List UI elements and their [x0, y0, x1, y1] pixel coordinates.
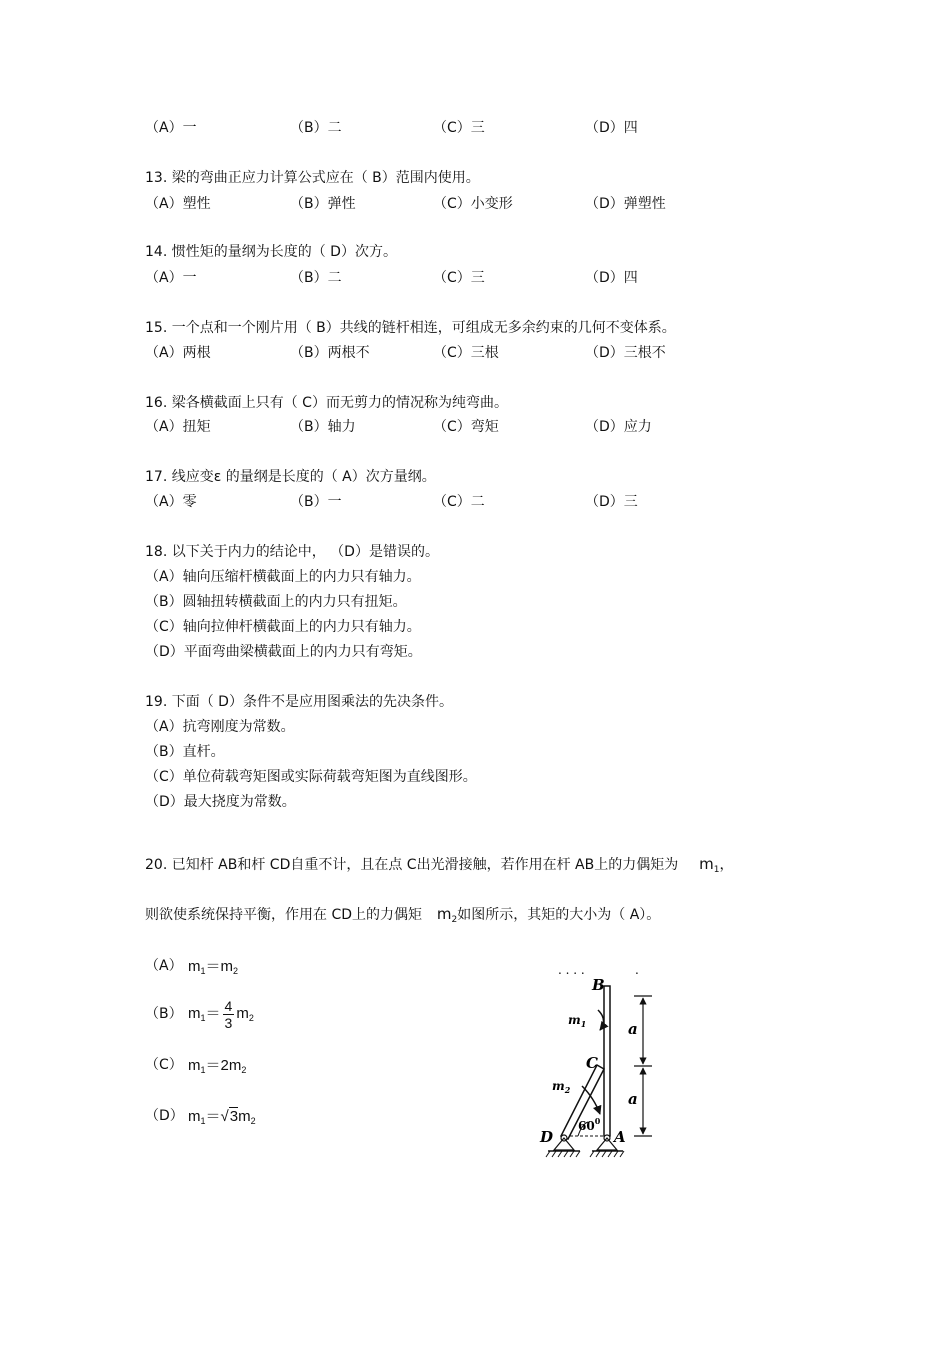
q15-option-a: （A）两根	[145, 345, 211, 361]
m1-moment-arrow	[598, 1010, 604, 1030]
q17-stem: 17. 线应变ε 的量纲是长度的（ A）次方量纲。	[145, 469, 436, 485]
q20-option-c-label: （C）	[145, 1057, 183, 1073]
label-m1: $m_1$	[568, 1013, 587, 1029]
label-c: C	[586, 1054, 598, 1072]
q16-stem: 16. 梁各横截面上只有（ C）而无剪力的情况称为纯弯曲。	[145, 395, 508, 411]
q20-option-a-label: （A）	[145, 958, 183, 974]
q12-option-d: （D）四	[585, 120, 638, 136]
q19-option-a: （A）抗弯刚度为常数。	[145, 719, 295, 735]
dim-label-upper: a	[628, 1020, 638, 1038]
q20-stem-line2	[145, 905, 660, 929]
q20-stem-line1-end: ，	[719, 857, 734, 873]
q18-option-d: （D）平面弯曲梁横截面上的内力只有弯矩。	[145, 644, 422, 660]
q20-m1-symbol: $m_1$	[699, 855, 720, 875]
label-d: D	[540, 1128, 554, 1146]
q17-option-b: （B）一	[290, 494, 342, 510]
q14-option-b: （B）二	[290, 270, 342, 286]
q20-stem-text-2a: 则欲使系统保持平衡，作用在 CD上的力偶矩	[145, 907, 423, 923]
q15-stem: 15. 一个点和一个刚片用（ B）共线的链杆相连，可组成无多余约束的几何不变体系。	[145, 320, 676, 336]
label-b: B	[592, 976, 605, 994]
q16-option-c: （C）弯矩	[433, 419, 499, 435]
q13-option-a: （A）塑性	[145, 196, 211, 212]
q20-fraction: $\frac{4}{3}$	[224, 997, 233, 1031]
hatch-a	[590, 1151, 624, 1157]
q13-stem: 13. 梁的弯曲正应力计算公式应在（ B）范围内使用。	[145, 170, 480, 186]
q17-option-a: （A）零	[145, 494, 197, 510]
q13-option-b: （B）弹性	[290, 196, 356, 212]
q16-option-a: （A）扭矩	[145, 419, 211, 435]
q15-option-d: （D）三根不	[585, 345, 666, 361]
q18-option-b: （B）圆轴扭转横截面上的内力只有扭矩。	[145, 594, 407, 610]
q14-option-a: （A）一	[145, 270, 197, 286]
q19-option-c: （C）单位荷载弯矩图或实际荷载弯矩图为直线图形。	[145, 769, 477, 785]
q14-option-c: （C）三	[433, 270, 485, 286]
q20-option-b-formula: $m_1=$ $\frac{4}{3}$ $m_2$	[188, 997, 254, 1031]
angle-label: $60^0$	[578, 1116, 601, 1133]
q20-stem-text-2b: 如图所示，其矩的大小为（ A）。	[457, 907, 661, 923]
figure-top-dot: .	[635, 963, 639, 977]
q17-option-d: （D）三	[585, 494, 638, 510]
sqrt-icon: √	[220, 1108, 229, 1125]
q17-option-c: （C）二	[433, 494, 485, 510]
q16-option-b: （B）轴力	[290, 419, 356, 435]
q12-option-a: （A）一	[145, 120, 197, 136]
q14-stem: 14. 惯性矩的量纲为长度的（ D）次方。	[145, 244, 397, 260]
q15-option-c: （C）三根	[433, 345, 499, 361]
q14-option-d: （D）四	[585, 270, 638, 286]
q20-m2-symbol: $m_2$	[436, 905, 458, 925]
figure-top-dots: . . . .	[558, 963, 585, 977]
q18-stem: 18. 以下关于内力的结论中， （D）是错误的。	[145, 544, 439, 560]
q20-option-d-formula: $m_1=√3m_2$	[188, 1108, 256, 1126]
q20-option-d-label: （D）	[145, 1108, 184, 1124]
q13-option-d: （D）弹塑性	[585, 196, 666, 212]
q15-option-b: （B）两根不	[290, 345, 370, 361]
dim-label-lower: a	[628, 1090, 638, 1108]
hatch-d	[546, 1151, 580, 1157]
label-m2: $m_2$	[552, 1079, 571, 1095]
q19-stem: 19. 下面（ D）条件不是应用图乘法的先决条件。	[145, 694, 453, 710]
q20-mechanism-figure	[530, 958, 680, 1168]
q16-option-d: （D）应力	[585, 419, 652, 435]
bar-ab	[604, 986, 610, 1136]
q12-option-c: （C）三	[433, 120, 485, 136]
q20-option-b-label: （B）	[145, 1006, 183, 1022]
label-a: A	[614, 1128, 626, 1146]
q12-option-b: （B）二	[290, 120, 342, 136]
q18-option-a: （A）轴向压缩杆横截面上的内力只有轴力。	[145, 569, 421, 585]
q19-option-b: （B）直杆。	[145, 744, 225, 760]
q20-stem-line1	[145, 855, 733, 879]
q20-stem-text-1: 20. 已知杆 AB和杆 CD自重不计，且在点 C出光滑接触，若作用在杆 AB上的力偶矩为	[145, 857, 679, 873]
q20-option-a-formula: $m_1=m_2$	[188, 958, 239, 976]
q20-option-c-formula: $m_1=2m_2$	[188, 1057, 247, 1075]
q13-option-c: （C）小变形	[433, 196, 513, 212]
q19-option-d: （D）最大挠度为常数。	[145, 794, 296, 810]
q18-option-c: （C）轴向拉伸杆横截面上的内力只有轴力。	[145, 619, 421, 635]
